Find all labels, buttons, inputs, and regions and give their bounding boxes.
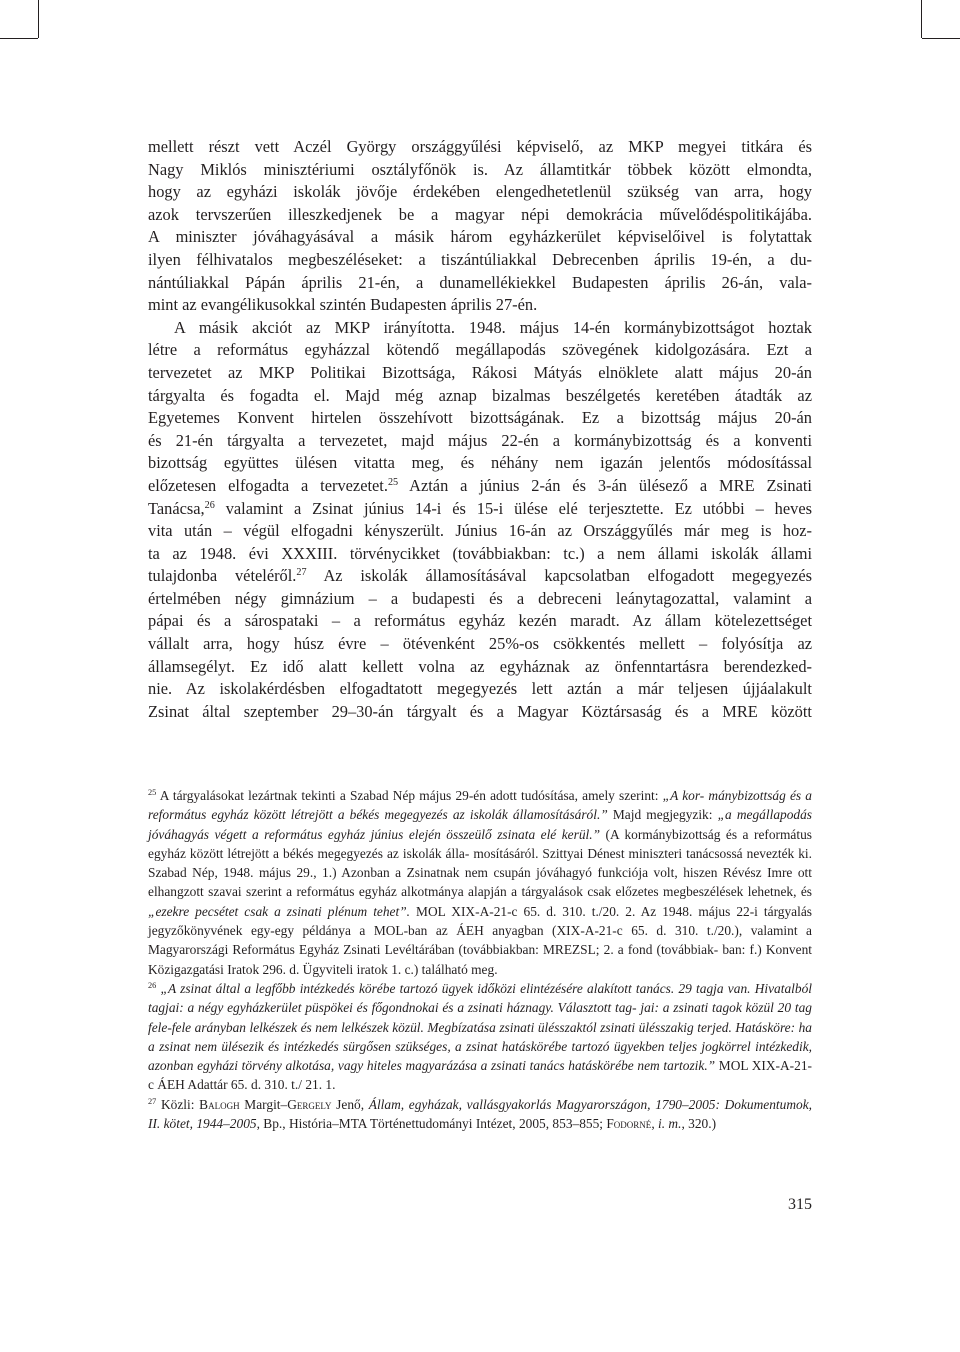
body-line: mellett részt vett Aczél György országgyűlési képviselő, az MKP megyei titkára és	[148, 137, 812, 156]
body-line: előzetesen elfogadta a tervezetet.$^{25}$ Aztán a június 2-án és 3-án ülésező a MRE Zsinati	[148, 475, 812, 495]
body-line: nie. Az iskolakérdésben elfogadtatott megegyezés lett aztán a már teljesen újjáalakult	[148, 679, 812, 699]
body-line: vita után – végül elfogadni kényszerült. Június 16-án az Országgyűlés már meg is hoz-	[148, 521, 812, 541]
body-text	[148, 136, 812, 723]
body-line: azok tervszerűen illeszkedjenek be a magyar népi demokrácia művelődéspolitikájába.	[148, 204, 812, 224]
footnote-25: $^{25}$ A tárgyalásokat lezártnak tekinti a Szabad Nép május 29-én adott tudósítása, amely szerint: „A kor- mánybizottság és a református egyház között létrejött a békés megegyezés az iskolák államosításáról.” Majd megjegyzik: „a megállapodás jóváhagyás végett a református egyház június elején összeülő zsinata elé kerül.” (A kormánybizottság és a református egyház között létrejött a békés megegyezés az iskolák álla- mosításáról. Szittyai Dénest miniszteri tanácsossá nevezték ki. Szabad Nép, 1948. május 29., 1.) Azonban a Zsinatnak nem csupán jóváhagyó funkciója volt, hiszen Révész Imre ott elhangzott szavai szerint a református egyház alkotmánya alapján a tárgyalások csak előzetes megbeszélések lehetnek, és „ezekre pecsétet csak a zsinati plénum tehet”. MOL XIX-A-21-c 65. d. 310. t./20. 2. Az 1948. május 22-i tárgyalás jegyzőkönyvének egy-egy példánya a MOL-ban az ÁEH anyagban (XIX-A-21-c 65. d. 310. t./20.), valamint a Magyarországi Református Egyház Zsinati Levéltárában (továbbiakban: MREZSL; 2. a fond (továbbiak- ban: f.) Konvent Közigazgatási Iratok 296. d. Ügyviteli iratok 1. c.) található meg.	[148, 788, 813, 977]
page-number: 315	[788, 1196, 812, 1213]
body-line: pápai és a sárospataki – a református egyház kezén maradt. Az állam kötelezettséget	[148, 611, 812, 631]
body-line: és 21-én tárgyalta a tervezetet, majd május 22-én a kormánybizottság és a konventi	[148, 430, 812, 450]
body-line: A miniszter jóváhagyásával a másik három egyházkerület képviselőivel is folytattak	[148, 227, 812, 247]
footnote-ref[interactable]: 27	[296, 567, 307, 579]
body-line: nántúliakkal Pápán április 21-én, a dunamellékiekkel Budapesten április 26-án, vala-	[148, 272, 812, 292]
body-line: ta az 1948. évi XXXIII. törvénycikket (továbbiakban: tc.) a nem állami iskolák állami	[148, 543, 812, 563]
body-line: ilyen félhivatalos megbeszéléseket: a tiszántúliakkal Debrecenben április 19-én, a du-	[148, 249, 812, 269]
footnote-ref[interactable]: 25	[387, 476, 399, 488]
body-line: vállalt arra, hogy húsz évre – ötévenként 25%-os csökkentés mellett – folyósítja az	[148, 634, 812, 654]
footnotes	[148, 786, 812, 1133]
body-line: hogy az egyházi iskolák jövője érdekében elengedhetetlenül szükség van arra, hogy	[148, 182, 812, 202]
body-line: tulajdonba vételéről.$^{27}$ Az iskolák államosításával kapcsolatban elfogadott megegyezés	[148, 566, 813, 586]
body-line: Tanácsa,$^{26}$ valamint a Zsinat június 14-i és 15-i ülése elé terjesztette. Ez utóbbi – heves	[148, 498, 812, 518]
footnote-27: $^{27}$ Közli: Balogh Margit–Gergely Jenő, Állam, egyházak, vallásgyakorlás Magyarországon, 1790–2005: Dokumentumok, II. kötet, 1944–2005, Bp., História–MTA Történettudományi Intézet, 2005, 853–855; Fodorné, i. m., 320.)	[148, 1096, 812, 1132]
body-line: bizottság együttes ülésen vitatta meg, és néhány nem igazán jelentős módosítással	[148, 453, 812, 473]
body-line: létre a református egyházzal kötendő megállapodás szövegének kidolgozására. Ezt a	[148, 340, 812, 360]
body-line: Nagy Miklós minisztériumi osztályfőnök is. Az államtitkár többek között elmondta,	[148, 159, 812, 179]
body-line: tárgyalta és fogadta el. Majd még aznap bizalmas beszélgetés keretében átadták az	[148, 385, 812, 405]
body-line: államsegélyt. Ez idő alatt kellett volna az egyháznak az önfenntartásra berendezked-	[148, 656, 812, 676]
body-line: Zsinat által szeptember 29–30-án tárgyalt és a Magyar Köztársaság és a MRE között	[148, 701, 812, 721]
body-line: Egyetemes Konvent hirtelen összehívott bizottságának. Ez a bizottság május 20-án	[148, 408, 812, 428]
body-line: mint az evangélikusokkal szintén Budapesten április 27-én.	[148, 295, 538, 315]
footnote-ref[interactable]: 26	[204, 499, 215, 511]
body-line: A másik akciót az MKP irányította. 1948. május 14-én kormánybizottságot hoztak	[174, 317, 812, 337]
footnote-26: $^{26}$ „A zsinat által a legfőbb intézkedés körébe tartozó ügyek időközi elintézésére alakított tanács. 29 tagja van. Hivatalból tagjai: a négy egyházkerület püspökei és főgondnokai és a zsinati háznagy. Választott tag- jai: a zsinati tagok közül 20 tag fele-fele arányban lelkészek és nem lelkészek közül. Megbízatása zsinati ülésszaktól zsinati ülésszakig terjed. Hatásköre: ha a zsinat nem ülésezik és intézkedés sürgősen szükséges, a zsinat hatáskörébe tartozó ügyekben teljes jogkörrel intézkedik, azonban egyházi törvény alkotása, vagy hiteles magyarázása a zsinati tanács hatáskörébe nem tartozik.” MOL XIX-A-21-c ÁEH Adattár 65. d. 310. t./ 21. 1.	[148, 980, 812, 1093]
body-line: tervezetet az MKP Politikai Bizottsága, Rákosi Mátyás elnöklete alatt május 20-án	[148, 362, 812, 382]
body-line: értelmében négy gimnázium – a budapesti és a debreceni leánytagozattal, valamint a	[148, 588, 812, 608]
